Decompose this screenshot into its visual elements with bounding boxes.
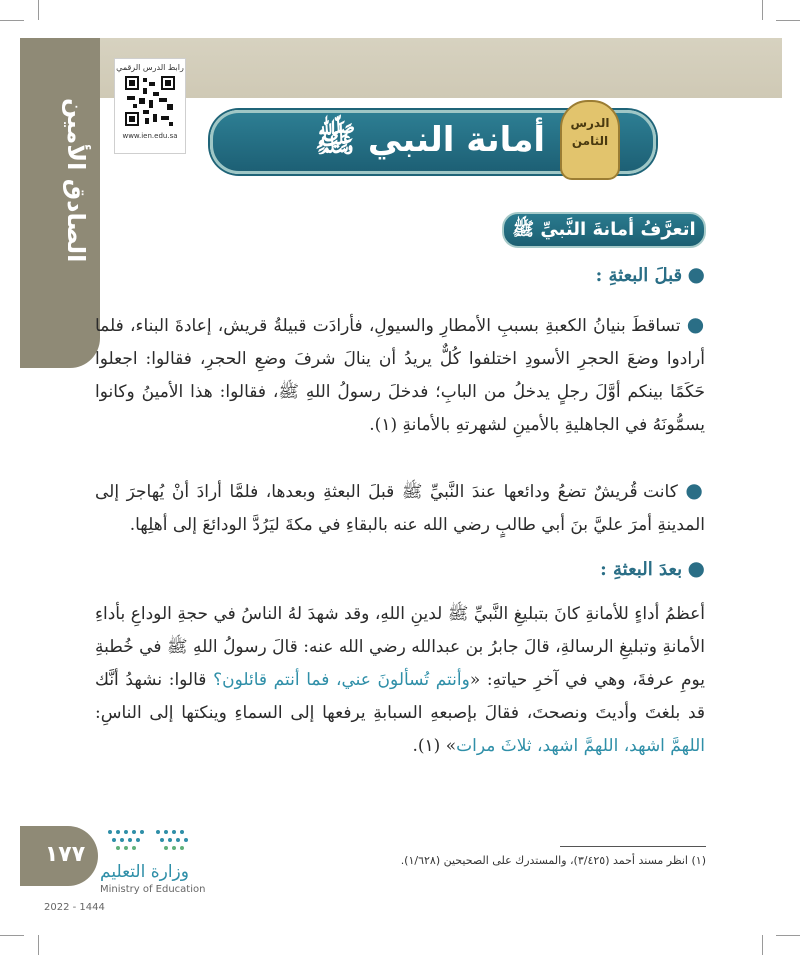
paragraph-farewell [95, 598, 705, 763]
paragraph-text: » (١). [412, 736, 457, 756]
crop-mark [776, 935, 800, 936]
edition-year: 2022 - 1444 [44, 902, 105, 913]
ministry-name-arabic: وزارة التعليم [100, 862, 189, 882]
footnote-divider [560, 846, 706, 847]
paragraph-text: قالوا: نشهدُ أنَّك قد بلغتَ وأديتَ ونصحتَ، فقالَ بإصبعهِ السبابةِ يرفعها إلى السماءِ وينكتها إلى الناسِ: [95, 670, 705, 723]
lesson-badge-line1: الدرس [570, 116, 610, 130]
crop-mark [776, 20, 800, 21]
hadith-quote: وأنتم تُسألونَ عني، فما أنتم قائلون؟ [213, 670, 470, 690]
bullet-dot-icon: ● [687, 262, 705, 286]
lesson-title: أمانة النبي ﷺ [314, 120, 546, 160]
bullet-after-mission [95, 552, 705, 587]
qr-code-icon [125, 76, 175, 126]
ministry-name-english: Ministry of Education [100, 884, 206, 895]
qr-url: www.ien.edu.sa [122, 132, 178, 140]
crop-mark [38, 0, 39, 20]
crop-mark [762, 0, 763, 20]
crop-mark [762, 935, 763, 955]
crop-mark [38, 935, 39, 955]
paragraph-text: أعظمُ أداءٍ للأمانةِ كانَ بتبليغِ النَّبيِّ ﷺ لدينِ اللهِ، وقد شهدَ لهُ الناسُ في حجةِ الوداعِ بأداءِ الأمانةِ وتبليغِ الرسالةِ، قالَ جابرُ بن عبدالله رضي الله عنه: قالَ رسولُ اللهِ ﷺ في خُطبةِ يومِ عرفةَ، وهي في آخرِ حياتهِ: « [95, 604, 705, 690]
paragraph-text: تساقطَ بنيانُ الكعبةِ بسببِ الأمطارِ والسيولِ، فأرادَت قبيلةُ قريش، إعادةَ البناء، فلما أرادوا وضعَ الحجرِ الأسودِ اختلفوا كُلٌّ يريدُ أن ينالَ شرفَ وضعِ الحجرِ، فقالوا: اجعلوا حَكَمًا بينكم أوَّلَ رجلٍ يدخلُ من البابِ؛ فدخلَ رسولُ اللهِ ﷺ، فقالوا: هذا الأمينُ وكانوا يسمُّونَهُ في الجاهليةِ بالأمينِ لشهرتهِ بالأمانةِ (١). [95, 316, 705, 435]
unit-title: الصادق الأمين [62, 97, 90, 263]
page-number: ١٧٧ [44, 842, 86, 867]
ministry-logo-icon [100, 826, 192, 866]
paragraph-kaaba [95, 308, 705, 442]
bullet-dot-icon: ● [685, 478, 706, 502]
paragraph-text: كانت قُريشٌ تضعُ ودائعها عندَ النَّبيِّ ﷺ قبلَ البعثةِ وبعدها، فلمَّا أرادَ أنْ يُهاجرَ إلى المدينةِ أمرَ عليَّ بنَ أبي طالبٍ رضي الله عنه بالبقاءِ في مكةَ ليَرُدَّ الودائعَ إلى أهلِها. [95, 482, 705, 535]
paragraph-deposits [95, 474, 705, 542]
lesson-badge-line2: الثامن [571, 134, 609, 148]
crop-mark [0, 20, 24, 21]
bullet-heading: بعدَ البعثةِ : [600, 559, 683, 580]
bullet-dot-icon: ● [686, 312, 705, 336]
bullet-heading: قبلَ البعثةِ : [595, 265, 683, 286]
lesson-number-badge [560, 100, 620, 180]
bullet-before-mission [95, 258, 705, 293]
qr-caption: رابط الدرس الرقمي [116, 63, 184, 72]
bullet-dot-icon: ● [687, 556, 705, 580]
footnote: (١) انظر مسند أحمد (٣/٤٢٥)، والمستدرك على الصحيحين (١/٦٢٨). [400, 854, 706, 867]
section-heading: اتعرَّفُ أمانةَ النَّبيِّ ﷺ [502, 212, 706, 248]
qr-link[interactable] [114, 58, 186, 154]
hadith-quote: اللهمَّ اشهد، اللهمَّ اشهد، ثلاثَ مرات [456, 736, 705, 756]
crop-mark [0, 935, 24, 936]
